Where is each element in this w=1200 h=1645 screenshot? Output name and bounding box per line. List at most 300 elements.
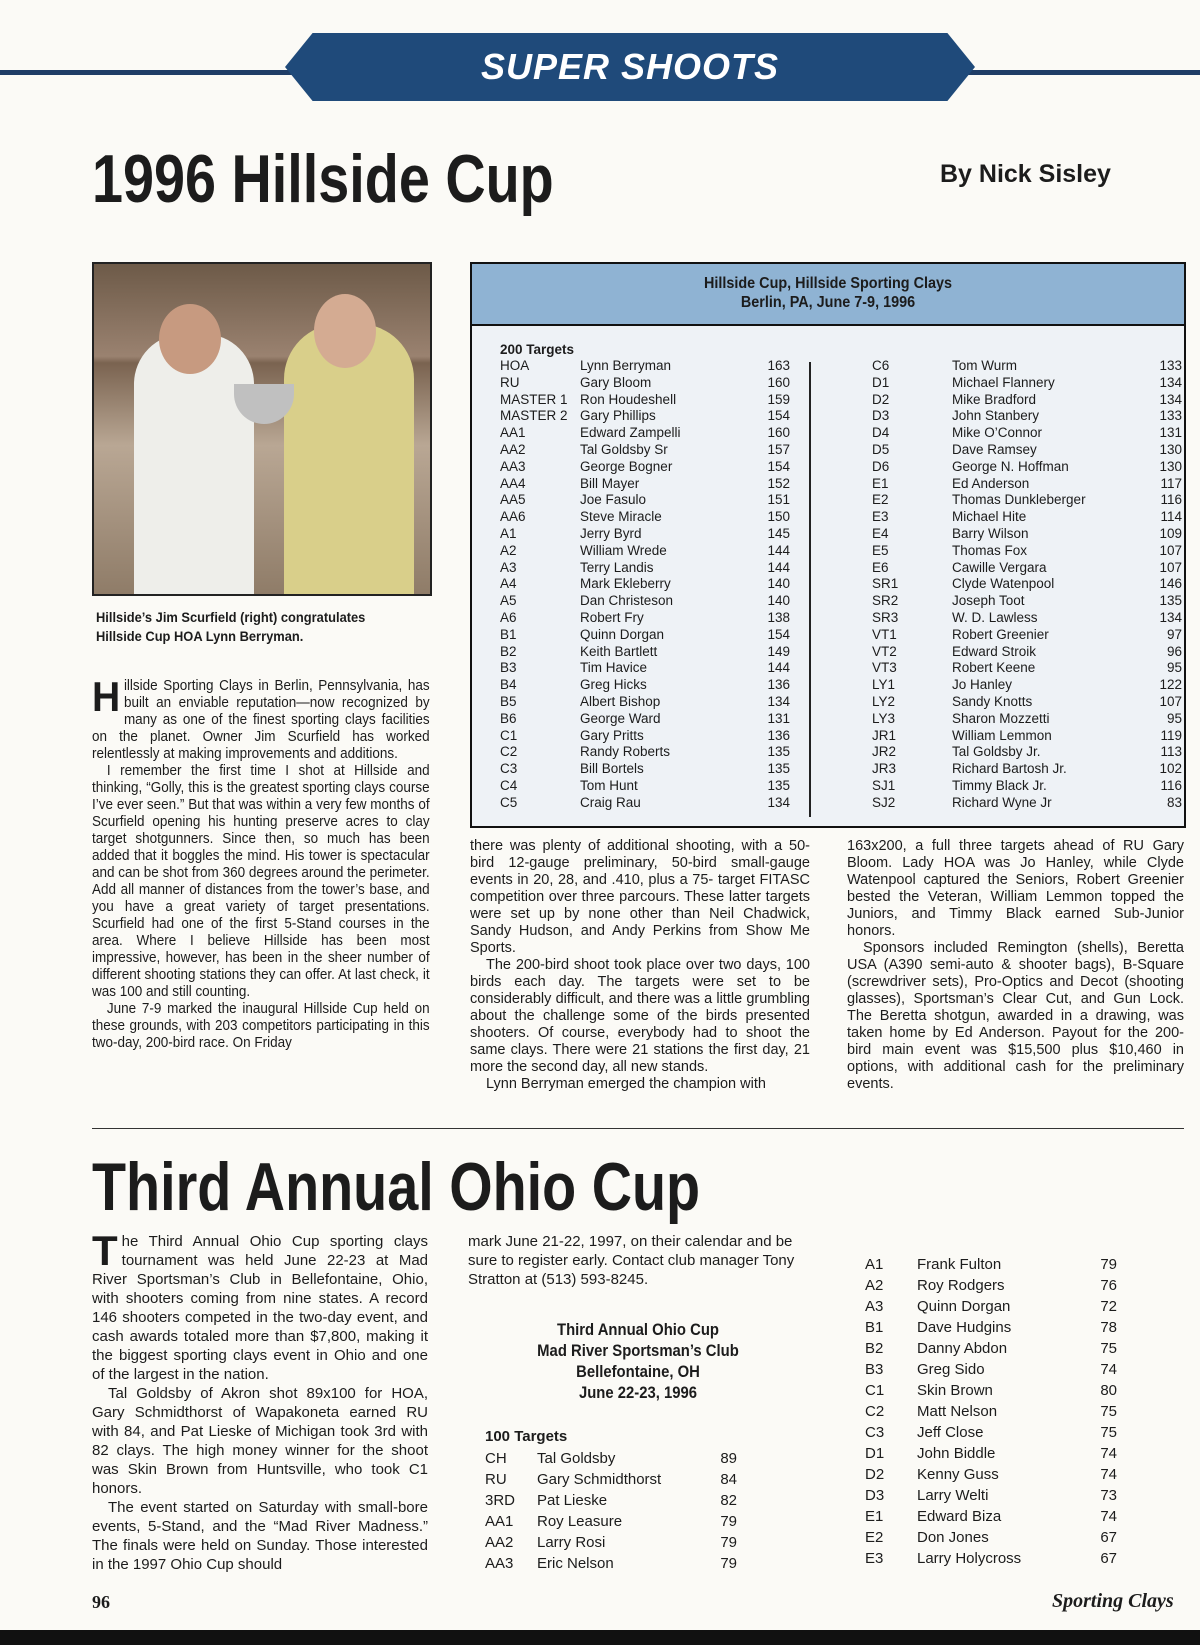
table-row: [865, 1506, 1117, 1527]
class-cell: SR1: [872, 576, 899, 592]
table-row: [500, 392, 790, 409]
table-row: [500, 694, 790, 711]
class-cell: B5: [500, 693, 517, 709]
shooter-name-cell: Ron Houdeshell: [580, 391, 677, 407]
shooter-name-cell: Jerry Byrd: [580, 525, 642, 541]
table-row: [872, 375, 1182, 392]
shooter-name-cell: Roy Leasure: [537, 1513, 623, 1530]
paragraph: there was plenty of additional shooting, with a 50-bird 12-gauge preliminary, 50-bird small-gauge events in 20, 28, and .410, plus a 75- target FITASC competition over three parcours. These latter targets were set up by none other than Neil Chadwick, Sandy Hudson, and Andy Perkins from Show Me Sports.: [470, 838, 810, 956]
score-cell: 136: [767, 727, 790, 743]
shooter-name-cell: Dave Ramsey: [952, 441, 1037, 457]
shooter-name-cell: Edward Biza: [917, 1508, 1002, 1525]
shooter-name-cell: Gary Bloom: [580, 374, 652, 390]
table-row: [872, 425, 1182, 442]
table-row: [500, 408, 790, 425]
shooter-name-cell: Gary Schmidthorst: [537, 1471, 662, 1488]
class-cell: AA4: [500, 475, 526, 491]
shooter-name-cell: Tom Hunt: [580, 777, 638, 793]
score-cell: 160: [767, 374, 790, 390]
table-row: [872, 593, 1182, 610]
shooter-name-cell: Dan Christeson: [580, 593, 674, 609]
score-cell: 96: [1166, 643, 1182, 659]
shooter-name-cell: Danny Abdon: [917, 1340, 1008, 1357]
score-cell: 159: [767, 391, 790, 407]
score-cell: 135: [767, 777, 790, 793]
table-row: [500, 593, 790, 610]
table-row: [872, 644, 1182, 661]
shooter-name-cell: Mark Ekleberry: [580, 576, 671, 592]
table-row: [500, 795, 790, 812]
table-row: [500, 610, 790, 627]
paragraph: I remember the first time I shot at Hillside and thinking, “Golly, this is the greatest sporting clays course I’ve ever seen.” But that was within a very few months of Scurfield opening his hunting preserve acres to clay target shotgunners. Since then, so much has been added that it boggles the mind. His tower is spectacular and can be shot from 360 degrees around the perimeter. Add all manner of distances from the tower’s base, and you have a great variety of target presentations. Scurfield had one of the first 5-Stand courses in the area. Where I believe Hillside has been most impressive, however, has been in the sheer number of different shooting stations they can offer. At last check, it was 100 and still counting.: [92, 763, 430, 1000]
class-cell: B1: [500, 626, 517, 642]
shooter-name-cell: Terry Landis: [580, 559, 654, 575]
table-row: [872, 560, 1182, 577]
class-cell: VT2: [872, 643, 897, 659]
class-cell: E3: [872, 509, 889, 525]
class-cell: D2: [872, 391, 890, 407]
score-cell: 134: [1159, 609, 1182, 625]
table-row: [485, 1532, 737, 1553]
shooter-name-cell: Edward Stroik: [952, 643, 1037, 659]
column-divider: [809, 362, 811, 817]
bottom-edge: [0, 1630, 1200, 1645]
table-row: [865, 1401, 1117, 1422]
score-cell: 150: [767, 509, 790, 525]
shooter-name-cell: Matt Nelson: [917, 1403, 998, 1420]
shooter-name-cell: Edward Zampelli: [580, 425, 681, 441]
byline: By Nick Sisley: [940, 160, 1111, 188]
score-cell: 107: [1159, 559, 1182, 575]
section-divider: [92, 1128, 1184, 1129]
class-cell: AA1: [500, 425, 526, 441]
class-cell: LY3: [872, 710, 896, 726]
shooter-name-cell: George Bogner: [580, 458, 673, 474]
table-row: [872, 610, 1182, 627]
table-row: [485, 1490, 737, 1511]
class-cell: C6: [872, 358, 890, 373]
shooter-name-cell: Steve Miracle: [580, 509, 662, 525]
score-cell: 67: [1100, 1550, 1117, 1567]
table-row: [872, 728, 1182, 745]
shooter-name-cell: Tal Goldsby: [537, 1450, 616, 1467]
photo-head-right: [314, 294, 376, 368]
table-row: [872, 392, 1182, 409]
score-cell: 107: [1159, 693, 1182, 709]
class-cell: HOA: [500, 358, 530, 373]
score-cell: 146: [1159, 576, 1182, 592]
class-cell: A4: [500, 576, 517, 592]
class-cell: E5: [872, 542, 889, 558]
table-row: [865, 1296, 1117, 1317]
shooter-name-cell: Jeff Close: [917, 1424, 984, 1441]
class-cell: AA3: [485, 1555, 514, 1572]
score-cell: 82: [720, 1492, 737, 1509]
score-cell: 79: [720, 1513, 737, 1530]
magazine-name: Sporting Clays: [1052, 1590, 1174, 1612]
score-cell: 114: [1160, 509, 1182, 525]
class-cell: A3: [865, 1298, 884, 1315]
results-table-header: [472, 264, 1184, 326]
shooter-name-cell: Randy Roberts: [580, 744, 671, 760]
class-cell: A1: [865, 1256, 884, 1273]
results-table-location: Bellefontaine, OH: [576, 1363, 700, 1381]
class-cell: C2: [500, 744, 518, 760]
article-title: 1996 Hillside Cup: [92, 141, 554, 217]
shooter-name-cell: Don Jones: [917, 1529, 989, 1546]
class-cell: AA5: [500, 492, 526, 508]
article-column-1: [92, 1227, 428, 1574]
article-column-3: [847, 838, 1184, 1093]
table-row: [485, 1469, 737, 1490]
table-row: [865, 1275, 1117, 1296]
score-cell: 130: [1159, 458, 1182, 474]
class-cell: SJ1: [872, 777, 896, 793]
table-row: [872, 761, 1182, 778]
paragraph: The 200-bird shoot took place over two days, 100 birds each day. The targets were set to be considerably difficult, and there was a little grumbling about the challenge some of the birds presented shooters. Of course, everybody had to shoot the same clays. There were 21 stations the first day, 21 more the second day, all new stands.: [470, 957, 810, 1075]
table-row: [865, 1443, 1117, 1464]
score-cell: 138: [767, 609, 790, 625]
table-row: [865, 1254, 1117, 1275]
score-cell: 75: [1100, 1403, 1117, 1420]
shooter-name-cell: George N. Hoffman: [952, 458, 1069, 474]
score-cell: 135: [767, 744, 790, 760]
score-cell: 89: [720, 1450, 737, 1467]
class-cell: JR3: [872, 761, 897, 777]
score-cell: 163: [767, 358, 790, 373]
shooter-name-cell: William Lemmon: [952, 727, 1052, 743]
score-cell: 134: [1159, 374, 1182, 390]
table-row: [865, 1359, 1117, 1380]
table-row: [500, 677, 790, 694]
class-cell: A5: [500, 593, 517, 609]
shooter-name-cell: George Ward: [580, 710, 661, 726]
class-cell: E1: [872, 475, 889, 491]
shooter-name-cell: Robert Keene: [952, 660, 1036, 676]
paragraph: he Third Annual Ohio Cup sporting clays tournament was held June 22-23 at Mad River Sportsman’s Club in Bellefontaine, Ohio, with shooters coming from nine states. A record 146 shooters competed in the two-day event, and cash awards totaled more than $7,800, making it the biggest sporting clays event in Ohio and one of the largest in the nation.: [92, 1233, 428, 1383]
class-cell: D3: [872, 408, 890, 424]
score-cell: 133: [1159, 408, 1182, 424]
table-row: [500, 576, 790, 593]
shooter-name-cell: Bill Bortels: [580, 761, 644, 777]
table-row: [500, 761, 790, 778]
score-cell: 131: [1159, 425, 1182, 441]
results-table-left: [500, 358, 790, 812]
class-cell: A2: [500, 542, 517, 558]
score-cell: 117: [1160, 475, 1182, 491]
shooter-name-cell: Tal Goldsby Sr: [580, 441, 668, 457]
shooter-name-cell: Tim Havice: [580, 660, 648, 676]
score-cell: 97: [1166, 626, 1182, 642]
score-cell: 74: [1100, 1445, 1117, 1462]
score-cell: 79: [1100, 1256, 1117, 1273]
score-cell: 76: [1100, 1277, 1117, 1294]
shooter-name-cell: Cawille Vergara: [952, 559, 1047, 575]
class-cell: E6: [872, 559, 889, 575]
shooter-name-cell: Frank Fulton: [917, 1256, 1002, 1273]
shooter-name-cell: Roy Rodgers: [917, 1277, 1005, 1294]
class-cell: LY1: [872, 677, 896, 693]
table-row: [500, 476, 790, 493]
shooter-name-cell: Joseph Toot: [952, 593, 1025, 609]
shooter-name-cell: Gary Phillips: [580, 408, 656, 424]
score-cell: 135: [1159, 593, 1182, 609]
class-cell: A1: [500, 525, 517, 541]
shooter-name-cell: Tom Wurm: [952, 358, 1018, 373]
article-column-1: [92, 673, 430, 1052]
class-cell: D2: [865, 1466, 885, 1483]
class-cell: D1: [865, 1445, 885, 1462]
shooter-name-cell: Greg Hicks: [580, 677, 647, 693]
table-row: [500, 644, 790, 661]
table-row: [865, 1422, 1117, 1443]
class-cell: D4: [872, 425, 890, 441]
class-cell: SR3: [872, 609, 899, 625]
table-row: [500, 526, 790, 543]
score-cell: 122: [1159, 677, 1182, 693]
shooter-name-cell: W. D. Lawless: [952, 609, 1038, 625]
table-row: [872, 459, 1182, 476]
score-cell: 134: [1159, 391, 1182, 407]
table-row: [872, 492, 1182, 509]
results-table-right: [872, 358, 1182, 812]
shooter-name-cell: Quinn Dorgan: [917, 1298, 1011, 1315]
shooter-name-cell: Tal Goldsby Jr.: [952, 744, 1041, 760]
score-cell: 79: [720, 1555, 737, 1572]
class-cell: JR1: [872, 727, 897, 743]
section-banner-title: SUPER SHOOTS: [480, 46, 780, 87]
table-row: [872, 408, 1182, 425]
paragraph: June 7-9 marked the inaugural Hillside Cup held on these grounds, with 203 competitors participating in this two-day, 200-bird race. On Friday: [92, 1001, 430, 1051]
drop-cap: T: [92, 1227, 118, 1274]
class-cell: E3: [865, 1550, 884, 1567]
shooter-name-cell: Barry Wilson: [952, 525, 1029, 541]
shooter-name-cell: Clyde Watenpool: [952, 576, 1055, 592]
class-cell: C1: [865, 1382, 885, 1399]
photo-caption: Hillside’s Jim Scurfield (right) congratulates Hillside Cup HOA Lynn Berryman.: [96, 609, 366, 644]
table-row: [500, 459, 790, 476]
table-row: [500, 492, 790, 509]
table-row: [872, 576, 1182, 593]
results-table-title: Hillside Cup, Hillside Sporting Clays: [703, 275, 953, 292]
table-row: [865, 1485, 1117, 1506]
class-cell: E2: [872, 492, 889, 508]
class-cell: B6: [500, 710, 517, 726]
score-cell: 109: [1159, 525, 1182, 541]
score-cell: 116: [1160, 777, 1182, 793]
table-row: [500, 375, 790, 392]
score-cell: 136: [767, 677, 790, 693]
table-row: [872, 476, 1182, 493]
shooter-name-cell: Skin Brown: [917, 1382, 993, 1399]
class-cell: 3RD: [485, 1492, 516, 1509]
class-cell: B3: [865, 1361, 884, 1378]
shooter-name-cell: Joe Fasulo: [580, 492, 647, 508]
targets-label: 100 Targets: [485, 1428, 568, 1445]
class-cell: C4: [500, 777, 518, 793]
class-cell: A3: [500, 559, 517, 575]
class-cell: VT1: [872, 626, 897, 642]
score-cell: 73: [1100, 1487, 1117, 1504]
shooter-name-cell: Thomas Fox: [952, 542, 1028, 558]
class-cell: E2: [865, 1529, 884, 1546]
class-cell: B4: [500, 677, 517, 693]
shooter-name-cell: Mike O’Connor: [952, 425, 1043, 441]
score-cell: 154: [767, 626, 790, 642]
score-cell: 74: [1100, 1361, 1117, 1378]
shooter-name-cell: Thomas Dunkleberger: [952, 492, 1086, 508]
shooter-name-cell: Richard Wyne Jr: [952, 794, 1052, 810]
shooter-name-cell: Sandy Knotts: [952, 693, 1033, 709]
score-cell: 145: [767, 525, 790, 541]
paragraph: Lynn Berryman emerged the champion with: [486, 1076, 766, 1092]
table-row: [500, 778, 790, 795]
table-row: [485, 1448, 737, 1469]
shooter-name-cell: Timmy Black Jr.: [952, 777, 1047, 793]
shooter-name-cell: Greg Sido: [917, 1361, 985, 1378]
class-cell: B2: [500, 643, 517, 659]
paragraph: 163x200, a full three targets ahead of RU Gary Bloom. Lady HOA was Jo Hanley, while Clyde Watenpool captured the Seniors, Robert Greenier bested the Veteran, William Lemmon topped the Juniors, and Timmy Black earned Sub-Junior honors.: [847, 838, 1184, 939]
article-column-2: [468, 1232, 808, 1289]
table-row: [872, 744, 1182, 761]
score-cell: 75: [1100, 1424, 1117, 1441]
class-cell: C5: [500, 794, 518, 810]
class-cell: D3: [865, 1487, 885, 1504]
photo-head-left: [159, 304, 221, 374]
table-row: [872, 509, 1182, 526]
score-cell: 152: [767, 475, 790, 491]
results-table-right: [865, 1254, 1117, 1569]
score-cell: 75: [1100, 1340, 1117, 1357]
shooter-name-cell: Robert Fry: [580, 609, 644, 625]
table-row: [872, 442, 1182, 459]
score-cell: 131: [767, 710, 790, 726]
results-table-title: Third Annual Ohio Cup: [557, 1321, 719, 1339]
class-cell: E1: [865, 1508, 884, 1525]
paragraph: Tal Goldsby of Akron shot 89x100 for HOA, Gary Schmidthorst of Wapakoneta earned RU with 84, and Pat Lieske of Michigan took 3rd with 82 clays. The high money winner for the shoot was Skin Brown from Huntsville, who took C1 honors.: [92, 1385, 428, 1497]
class-cell: SR2: [872, 593, 899, 609]
table-row: [872, 711, 1182, 728]
shooter-name-cell: Sharon Mozzetti: [952, 710, 1050, 726]
class-cell: MASTER 1: [500, 391, 568, 407]
score-cell: 134: [767, 693, 790, 709]
shooter-name-cell: Albert Bishop: [580, 693, 661, 709]
score-cell: 67: [1100, 1529, 1117, 1546]
table-row: [865, 1527, 1117, 1548]
class-cell: D5: [872, 441, 890, 457]
shooter-name-cell: Jo Hanley: [952, 677, 1013, 693]
article-title: Third Annual Ohio Cup: [92, 1149, 701, 1225]
table-row: [865, 1338, 1117, 1359]
table-row: [500, 728, 790, 745]
table-row: [872, 627, 1182, 644]
score-cell: 134: [767, 794, 790, 810]
table-row: [872, 778, 1182, 795]
score-cell: 102: [1159, 761, 1182, 777]
shooter-name-cell: Dave Hudgins: [917, 1319, 1012, 1336]
table-row: [865, 1317, 1117, 1338]
class-cell: A2: [865, 1277, 884, 1294]
results-table-box: [470, 262, 1186, 828]
shooter-name-cell: Ed Anderson: [952, 475, 1030, 491]
table-row: [872, 526, 1182, 543]
table-row: [500, 442, 790, 459]
class-cell: CH: [485, 1450, 507, 1467]
class-cell: LY2: [872, 693, 896, 709]
shooter-name-cell: Craig Rau: [580, 794, 641, 810]
table-row: [865, 1464, 1117, 1485]
class-cell: AA3: [500, 458, 526, 474]
class-cell: SJ2: [872, 794, 896, 810]
table-row: [500, 358, 790, 375]
shooter-name-cell: John Stanbery: [952, 408, 1040, 424]
table-row: [500, 543, 790, 560]
class-cell: C3: [500, 761, 518, 777]
class-cell: A6: [500, 609, 517, 625]
score-cell: 113: [1160, 744, 1182, 760]
score-cell: 74: [1100, 1466, 1117, 1483]
class-cell: D6: [872, 458, 890, 474]
table-row: [500, 744, 790, 761]
table-row: [485, 1553, 737, 1574]
score-cell: 130: [1159, 441, 1182, 457]
class-cell: C2: [865, 1403, 885, 1420]
paragraph: Sponsors included Remington (shells), Beretta USA (A390 semi-auto & shooter bags), B-Square (screwdriver sets), Pro-Optics and Decot (shooting glasses), Sportsman’s Clear Cut, and Gun Lock. The Beretta shotgun, awarded in a drawing, was taken home by Ed Anderson. Payout for the 200-bird main event was $15,500 plus $10,460 in options, with additional cash for the preliminary events.: [847, 940, 1184, 1092]
class-cell: AA6: [500, 509, 526, 525]
class-cell: E4: [872, 525, 889, 541]
table-row: [500, 660, 790, 677]
score-cell: 140: [767, 593, 790, 609]
score-cell: 78: [1100, 1319, 1117, 1336]
class-cell: C1: [500, 727, 518, 743]
table-row: [500, 560, 790, 577]
class-cell: B1: [865, 1319, 884, 1336]
shooter-name-cell: Kenny Guss: [917, 1466, 999, 1483]
results-table-header: [468, 1320, 808, 1404]
table-row: [500, 711, 790, 728]
score-cell: 107: [1159, 542, 1182, 558]
shooter-name-cell: Eric Nelson: [537, 1555, 614, 1572]
score-cell: 72: [1100, 1298, 1117, 1315]
table-row: [500, 509, 790, 526]
article-photo: [92, 262, 432, 596]
shooter-name-cell: Mike Bradford: [952, 391, 1037, 407]
score-cell: 154: [767, 408, 790, 424]
score-cell: 84: [720, 1471, 737, 1488]
page-number: 96: [92, 1592, 110, 1612]
table-row: [872, 660, 1182, 677]
score-cell: 119: [1160, 727, 1182, 743]
shooter-name-cell: Quinn Dorgan: [580, 626, 665, 642]
paragraph: The event started on Saturday with small-bore events, 5-Stand, and the “Mad River Madness.” The finals were held on Sunday. Those interested in the 1997 Ohio Cup should: [92, 1499, 428, 1573]
score-cell: 95: [1166, 660, 1182, 676]
results-table-date: June 22-23, 1996: [578, 1384, 698, 1402]
score-cell: 157: [767, 441, 790, 457]
shooter-name-cell: Michael Flannery: [952, 374, 1055, 390]
table-row: [872, 543, 1182, 560]
shooter-name-cell: William Wrede: [580, 542, 667, 558]
drop-cap: H: [92, 673, 121, 720]
score-cell: 80: [1100, 1382, 1117, 1399]
article-column-2: [470, 838, 810, 1093]
score-cell: 154: [767, 458, 790, 474]
score-cell: 151: [767, 492, 790, 508]
class-cell: AA2: [485, 1534, 514, 1551]
class-cell: AA1: [485, 1513, 514, 1530]
class-cell: B2: [865, 1340, 884, 1357]
shooter-name-cell: Lynn Berryman: [580, 358, 672, 373]
shooter-name-cell: John Biddle: [917, 1445, 996, 1462]
